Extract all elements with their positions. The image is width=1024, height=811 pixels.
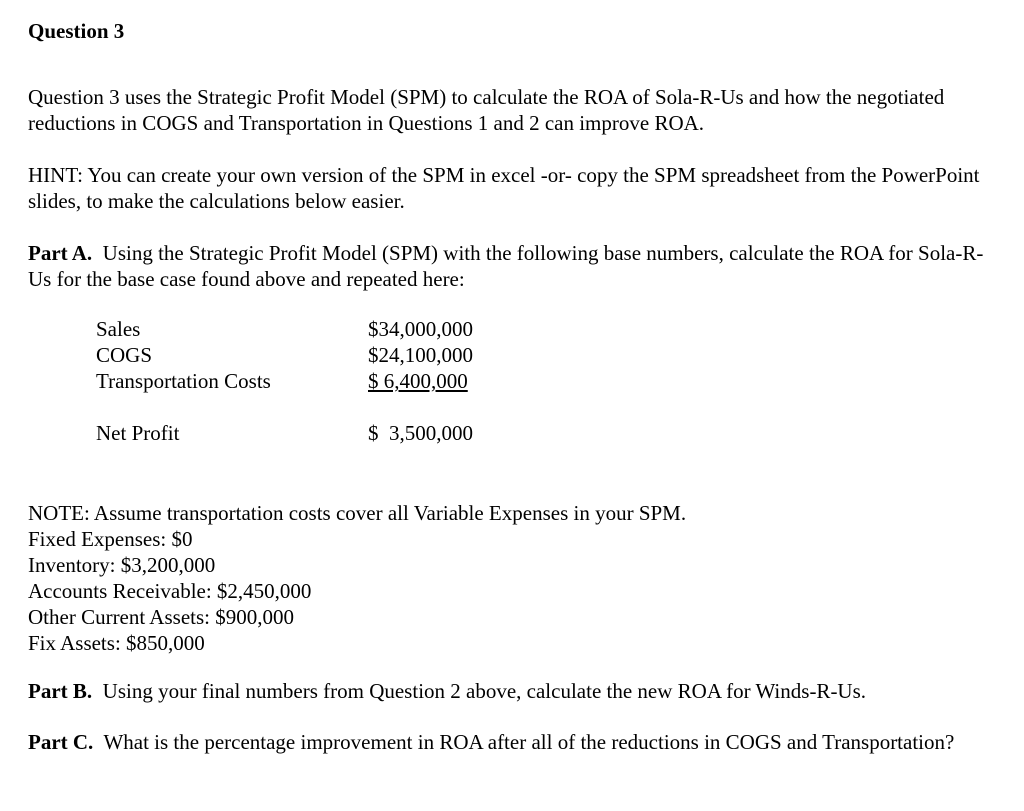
table-spacer <box>96 394 488 420</box>
part-a-text: Using the Strategic Profit Model (SPM) with the following base numbers, calculate the ROA for Sola-R-Us for the base case found above and repeated here: <box>28 241 984 291</box>
intro-paragraph: Question 3 uses the Strategic Profit Model (SPM) to calculate the ROA of Sola-R-Us and how the negotiated reductions in COGS and Transportation in Questions 1 and 2 can improve ROA. <box>28 85 945 135</box>
table-row <box>96 316 488 342</box>
cogs-label: COGS <box>96 343 153 367</box>
notes-block <box>28 500 998 656</box>
part-a-lead: Part A. <box>28 241 93 265</box>
question-title: Question 3 <box>28 19 125 43</box>
note-line: Other Current Assets: $900,000 <box>28 605 294 629</box>
net-profit-value: $ 3,500,000 <box>368 421 473 445</box>
financials-table <box>96 316 488 446</box>
sales-label: Sales <box>96 317 141 341</box>
transportation-value: $ 6,400,000 <box>368 369 468 393</box>
note-line: Fix Assets: $850,000 <box>28 631 205 655</box>
note-line: NOTE: Assume transportation costs cover all Variable Expenses in your SPM. <box>28 501 687 525</box>
sales-value: $34,000,000 <box>368 317 473 341</box>
part-b-paragraph <box>28 678 998 704</box>
table-row <box>96 368 488 394</box>
note-line: Accounts Receivable: $2,450,000 <box>28 579 312 603</box>
hint-paragraph: HINT: You can create your own version of the SPM in excel -or- copy the SPM spreadsheet from the PowerPoint slides, to make the calculations below easier. <box>28 163 980 213</box>
cogs-value: $24,100,000 <box>368 343 473 367</box>
part-c-text: What is the percentage improvement in ROA after all of the reductions in COGS and Transportation? <box>103 730 955 754</box>
document-page <box>28 18 998 755</box>
note-line: Fixed Expenses: $0 <box>28 527 193 551</box>
part-c-paragraph <box>28 729 998 755</box>
part-c-lead: Part C. <box>28 730 94 754</box>
net-profit-label: Net Profit <box>96 421 180 445</box>
table-row <box>96 342 488 368</box>
part-a-paragraph <box>28 240 998 292</box>
note-line: Inventory: $3,200,000 <box>28 553 216 577</box>
table-row <box>96 420 488 446</box>
part-b-text: Using your final numbers from Question 2 above, calculate the new ROA for Winds-R-Us. <box>102 679 867 703</box>
part-b-lead: Part B. <box>28 679 93 703</box>
transportation-label: Transportation Costs <box>96 369 271 393</box>
